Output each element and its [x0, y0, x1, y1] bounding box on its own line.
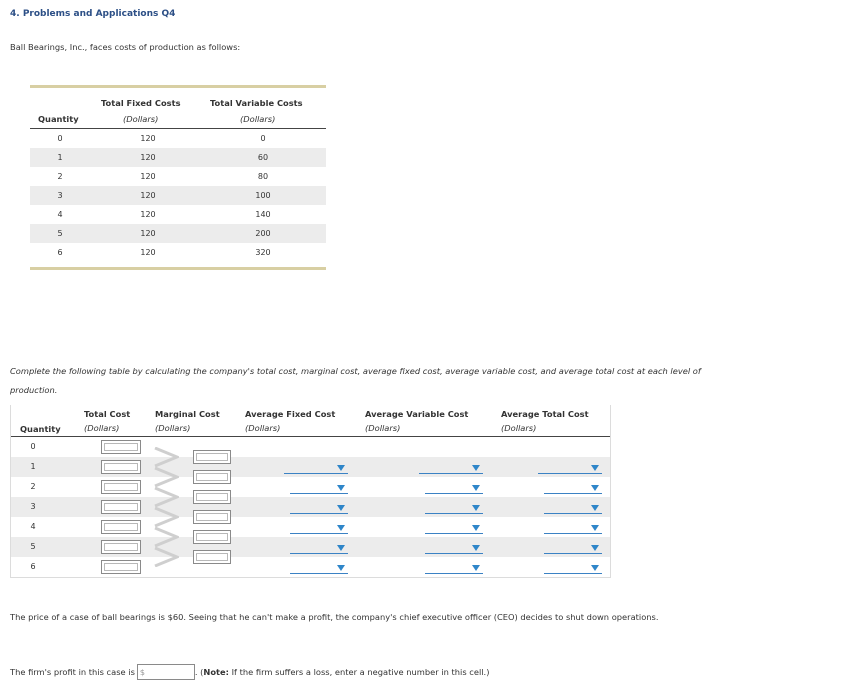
header-average-fixed-cost: Average Fixed Cost [245, 409, 336, 419]
header-avc-unit: (Dollars) [365, 423, 401, 433]
table-row [11, 477, 610, 497]
costs-table-header [30, 88, 326, 129]
dropdown-arrow-icon [472, 465, 480, 471]
question-title: 4. Problems and Applications Q4 [10, 9, 176, 19]
afc-dropdown-q2[interactable] [290, 479, 348, 494]
currency-symbol: $ [139, 667, 145, 677]
table-row [30, 224, 326, 243]
dropdown-arrow-icon [337, 465, 345, 471]
note-text: If the firm suffers a loss, enter a negative number in this cell.) [228, 667, 490, 677]
table-row [11, 517, 610, 537]
atc-dropdown-q4[interactable] [544, 519, 602, 534]
dropdown-arrow-icon [472, 505, 480, 511]
intro-text: Ball Bearings, Inc., faces costs of production as follows: [10, 42, 241, 52]
table-row [11, 557, 610, 577]
quantity-cell: 2 [57, 172, 63, 181]
dropdown-arrow-icon [337, 485, 345, 491]
quantity-cell: 4 [57, 210, 63, 219]
header-tfc-unit: (Dollars) [123, 114, 159, 124]
chevron-right-icon [153, 447, 179, 467]
marginal-cost-input-q1[interactable] [193, 450, 231, 464]
table-row [30, 167, 326, 186]
note-bold: Note: [203, 667, 229, 677]
header-atc-unit: (Dollars) [501, 423, 537, 433]
dropdown-arrow-icon [591, 505, 599, 511]
header-marginal-cost: Marginal Cost [155, 409, 220, 419]
dropdown-arrow-icon [337, 505, 345, 511]
avc-dropdown-q1[interactable] [419, 459, 483, 474]
afc-dropdown-q4[interactable] [290, 519, 348, 534]
atc-dropdown-q1[interactable] [538, 459, 602, 474]
total-cost-input-q4[interactable] [101, 520, 141, 534]
tvc-cell: 80 [257, 172, 269, 181]
avc-dropdown-q2[interactable] [425, 479, 483, 494]
avc-dropdown-q6[interactable] [425, 559, 483, 574]
avc-dropdown-q3[interactable] [425, 499, 483, 514]
quantity-cell: 5 [57, 229, 63, 238]
quantity-cell: 3 [57, 191, 63, 200]
quantity-cell: 1 [30, 462, 36, 471]
quantity-cell: 1 [57, 153, 63, 162]
header-total-cost: Total Cost [84, 409, 131, 419]
quantity-cell: 0 [30, 442, 36, 451]
table-row [11, 437, 610, 457]
afc-dropdown-q1[interactable] [284, 459, 348, 474]
dropdown-arrow-icon [472, 545, 480, 551]
afc-dropdown-q5[interactable] [290, 539, 348, 554]
price-scenario-text: The price of a case of ball bearings is $60. Seeing that he can't make a profit, the company's chief executive officer (CEO) decides to shut down operations. [10, 612, 659, 622]
dropdown-arrow-icon [591, 565, 599, 571]
answer-table-body [11, 437, 610, 577]
total-cost-input-q2[interactable] [101, 480, 141, 494]
marginal-cost-input-q4[interactable] [193, 510, 231, 524]
table-row [11, 497, 610, 517]
total-cost-input-q0[interactable] [101, 440, 141, 454]
atc-dropdown-q6[interactable] [544, 559, 602, 574]
quantity-cell: 4 [30, 522, 36, 531]
header-average-variable-cost: Average Variable Cost [365, 409, 469, 419]
chevron-right-icon [153, 507, 179, 527]
header-tc-unit: (Dollars) [84, 423, 120, 433]
note-open: . ( [194, 667, 204, 677]
header-afc-unit: (Dollars) [245, 423, 281, 433]
dropdown-arrow-icon [472, 485, 480, 491]
quantity-cell: 0 [57, 134, 63, 143]
tfc-cell: 120 [140, 172, 156, 181]
quantity-cell: 2 [30, 482, 36, 491]
profit-input-box[interactable] [137, 664, 195, 680]
quantity-cell: 6 [30, 562, 36, 571]
chevron-right-icon [153, 487, 179, 507]
dropdown-arrow-icon [472, 525, 480, 531]
marginal-cost-input-q6[interactable] [193, 550, 231, 564]
header-average-total-cost: Average Total Cost [501, 409, 589, 419]
header-mc-unit: (Dollars) [155, 423, 191, 433]
costs-table-body [30, 129, 326, 267]
afc-dropdown-q3[interactable] [290, 499, 348, 514]
dropdown-arrow-icon [337, 525, 345, 531]
profit-question [10, 664, 489, 680]
header-quantity: Quantity [20, 424, 61, 434]
answer-table-header [11, 405, 610, 437]
table-row [30, 129, 326, 148]
chevron-right-icon [153, 527, 179, 547]
table-row [30, 243, 326, 262]
dropdown-arrow-icon [472, 565, 480, 571]
costs-table [30, 85, 326, 270]
chevron-right-icon [153, 467, 179, 487]
dropdown-arrow-icon [591, 545, 599, 551]
total-cost-input-q5[interactable] [101, 540, 141, 554]
total-cost-input-q1[interactable] [101, 460, 141, 474]
atc-dropdown-q5[interactable] [544, 539, 602, 554]
header-tvc-unit: (Dollars) [240, 114, 276, 124]
table-bottom-border [30, 267, 326, 270]
tvc-cell: 320 [255, 248, 271, 257]
marginal-cost-input-q5[interactable] [193, 530, 231, 544]
profit-note [195, 667, 490, 677]
tfc-cell: 120 [140, 191, 156, 200]
instruction-text: Complete the following table by calculating the company's total cost, marginal cost, average fixed cost, average variable cost, and average total cost at each level of production. [10, 366, 701, 395]
atc-dropdown-q3[interactable] [544, 499, 602, 514]
avc-dropdown-q5[interactable] [425, 539, 483, 554]
tvc-cell: 140 [255, 210, 271, 219]
profit-label: The firm's profit in this case is [10, 667, 135, 677]
tvc-cell: 100 [255, 191, 271, 200]
header-total-fixed-costs: Total Fixed Costs [101, 98, 181, 108]
dropdown-arrow-icon [591, 465, 599, 471]
table-row [11, 537, 610, 557]
atc-dropdown-q2[interactable] [544, 479, 602, 494]
table-row [30, 148, 326, 167]
chevron-right-icon [153, 547, 179, 567]
tfc-cell: 120 [140, 153, 156, 162]
dropdown-arrow-icon [337, 545, 345, 551]
tvc-cell: 200 [255, 229, 271, 238]
total-cost-input-q3[interactable] [101, 500, 141, 514]
table-row [30, 205, 326, 224]
tfc-cell: 120 [140, 134, 156, 143]
table-row [11, 457, 610, 477]
dropdown-arrow-icon [591, 485, 599, 491]
avc-dropdown-q4[interactable] [425, 519, 483, 534]
answer-table [10, 405, 611, 578]
tfc-cell: 120 [140, 248, 156, 257]
total-cost-input-q6[interactable] [101, 560, 141, 574]
dropdown-arrow-icon [337, 565, 345, 571]
tvc-cell: 0 [260, 134, 266, 143]
quantity-cell: 6 [57, 248, 63, 257]
tfc-cell: 120 [140, 229, 156, 238]
tfc-cell: 120 [140, 210, 156, 219]
afc-dropdown-q6[interactable] [290, 559, 348, 574]
quantity-cell: 5 [30, 542, 36, 551]
profit-input[interactable] [145, 666, 193, 678]
marginal-cost-input-q3[interactable] [193, 490, 231, 504]
marginal-cost-input-q2[interactable] [193, 470, 231, 484]
table-row [30, 186, 326, 205]
header-total-variable-costs: Total Variable Costs [210, 98, 303, 108]
dropdown-arrow-icon [591, 525, 599, 531]
tvc-cell: 60 [257, 153, 269, 162]
quantity-cell: 3 [30, 502, 36, 511]
header-quantity: Quantity [38, 114, 79, 124]
